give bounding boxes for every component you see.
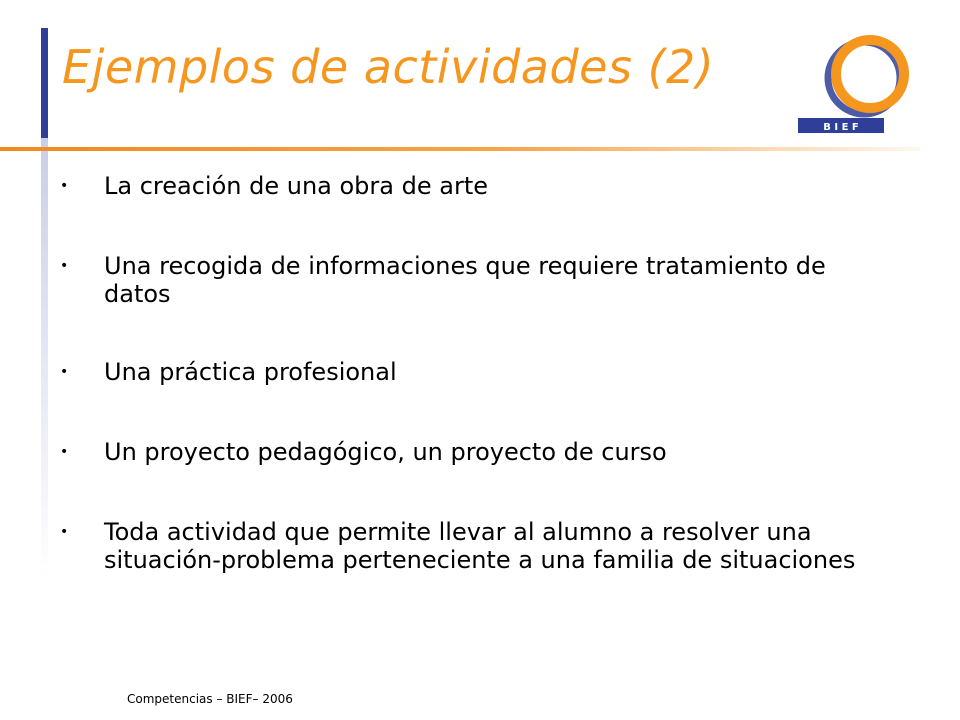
list-item	[58, 358, 888, 386]
bullet-text: Toda actividad que permite llevar al alumno a resolver una situación-problema perteneciente a una familia de situaciones	[104, 518, 856, 574]
bullet-text: Una práctica profesional	[104, 358, 397, 386]
logo-ring	[836, 40, 904, 108]
slide-title: Ejemplos de actividades (2)	[62, 40, 715, 94]
bullet-dot-icon: •	[60, 524, 69, 540]
bullet-text: Una recogida de informaciones que requiere tratamiento de datos	[104, 252, 826, 308]
title-underline	[0, 147, 920, 151]
left-accent-bar	[41, 28, 48, 138]
logo-text: B I E F	[823, 122, 859, 133]
list-item	[58, 438, 888, 466]
list-item	[58, 172, 888, 200]
bullet-dot-icon: •	[60, 178, 69, 194]
list-item	[58, 252, 888, 308]
left-accent-fade	[41, 138, 48, 578]
bullet-text: La creación de una obra de arte	[104, 172, 488, 200]
bief-logo	[792, 30, 922, 140]
bullet-dot-icon: •	[60, 364, 69, 380]
list-item	[58, 518, 888, 574]
bullet-list	[58, 172, 888, 626]
slide-footer: Competencias – BIEF– 2006	[127, 692, 293, 706]
bullet-dot-icon: •	[60, 444, 69, 460]
bullet-dot-icon: •	[60, 258, 69, 274]
bullet-text: Un proyecto pedagógico, un proyecto de curso	[104, 438, 667, 466]
